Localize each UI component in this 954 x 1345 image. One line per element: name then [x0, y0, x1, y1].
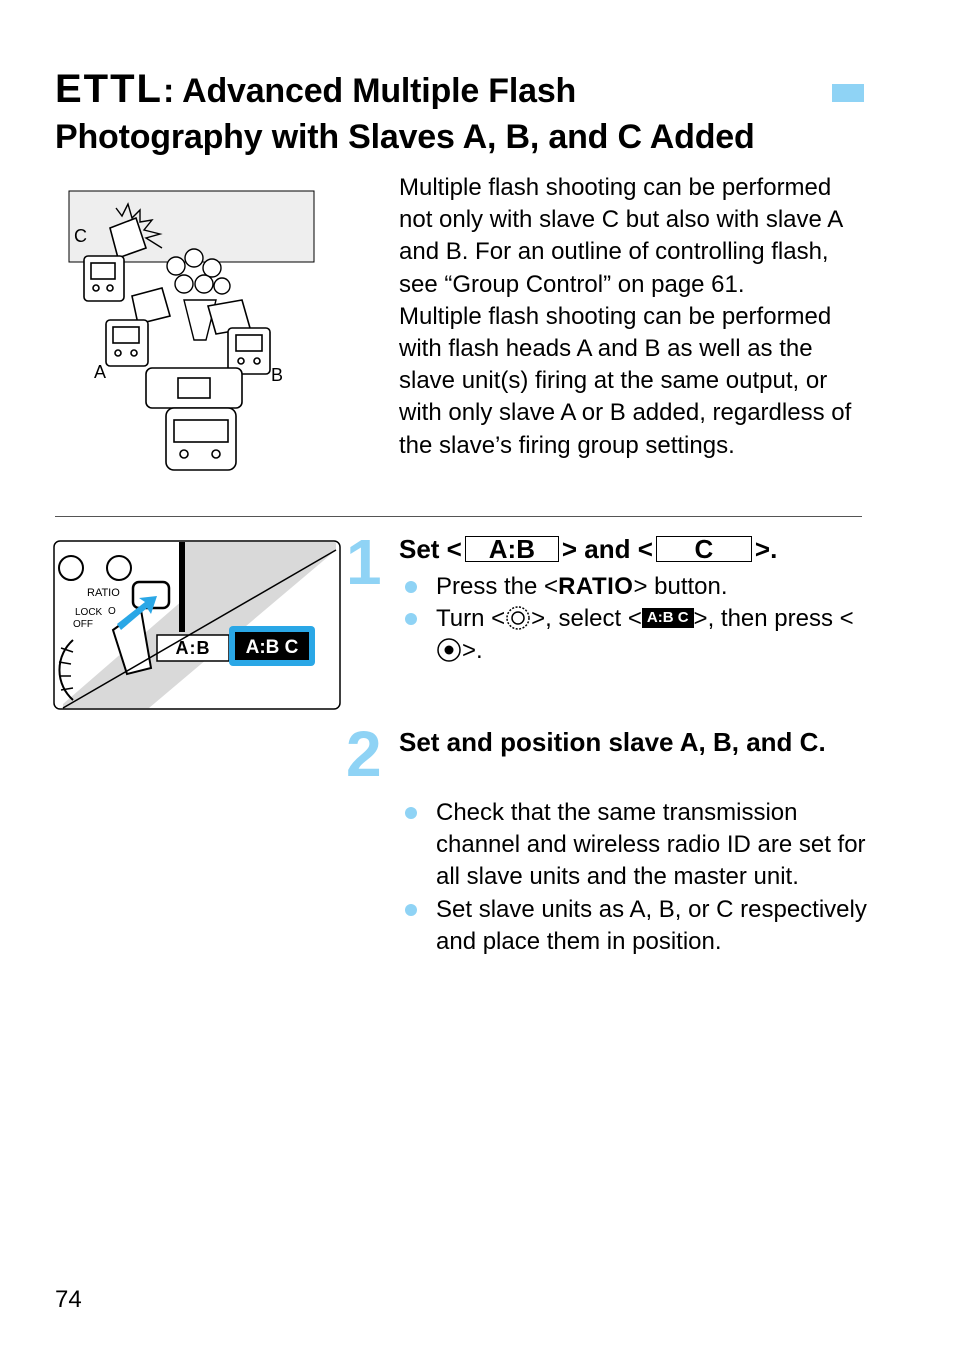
flash-arrangement-figure: [66, 188, 321, 478]
list-item: [399, 603, 869, 667]
section-divider: [55, 516, 862, 517]
flash-unit-b: [208, 300, 270, 374]
step-1-and-text: > and <: [561, 534, 653, 564]
bullet-text: >, then press <: [693, 605, 854, 633]
bullet-text: >.: [462, 637, 483, 665]
label-c: C: [74, 226, 87, 246]
section-tab-marker: [832, 84, 864, 102]
bullet-text: Press the <: [436, 573, 559, 600]
bullet-text: >, select <: [531, 605, 642, 633]
lock-label: LOCK: [75, 607, 103, 618]
label-b: B: [271, 365, 284, 385]
off-label: OFF: [73, 619, 93, 630]
step-2-heading: Set and position slave A, B, and C.: [399, 727, 826, 757]
button-2: [107, 556, 131, 580]
intro-text: [399, 172, 869, 462]
step-1-number: 1: [346, 526, 382, 598]
step-2-number: 2: [346, 718, 382, 790]
step-2-bullets: [399, 797, 869, 958]
step-1-end-text: >.: [754, 534, 778, 564]
c-box: C: [656, 536, 752, 562]
lcd-abc-text: A:B C: [245, 637, 299, 658]
intro-paragraph-2: Multiple flash shooting can be performed with flash heads A and B as well as the slave unit(s) firing at the same output, or with only slave A or B added, regardless of the slave’s firing group settings.: [399, 302, 852, 459]
lcd-ab-text: A:B: [175, 638, 211, 658]
bullet-text: > button.: [633, 573, 728, 600]
list-item: [399, 894, 869, 958]
intro-paragraph-1: Multiple flash shooting can be performed not only with slave C but also with slave A and B. For an outline of controlling flash, see “Group Control” on page 61.: [399, 174, 842, 298]
step-1-set-text: Set <: [399, 534, 462, 564]
ratio-button-label: RATIO: [558, 573, 634, 600]
master-camera: [146, 368, 242, 470]
page-number: 74: [55, 1286, 82, 1313]
page-title: [55, 66, 755, 160]
bullet-text: Turn <: [436, 605, 506, 633]
title-line2: Photography with Slaves A, B, and C Added: [55, 118, 755, 156]
abc-mode-icon: A:B C: [642, 608, 694, 628]
ratio-label: RATIO: [87, 587, 120, 599]
bullet-text: Check that the same transmission channel and wireless radio ID are set for all slave units and the master unit.: [436, 799, 866, 891]
dial-icon: [505, 605, 531, 631]
list-item: [399, 797, 869, 894]
list-item: [399, 571, 869, 603]
set-button-icon: [436, 637, 462, 663]
on-label: O: [108, 606, 116, 617]
step-1-bullets: [399, 571, 869, 668]
ab-box: A:B: [465, 536, 559, 562]
master-unit-detail-figure: [53, 540, 343, 712]
step-1-heading: [399, 531, 869, 567]
button-1: [59, 556, 83, 580]
label-a: A: [94, 362, 107, 382]
title-line1: : Advanced Multiple Flash: [162, 72, 577, 110]
ettl-mode-label: ETTL: [55, 67, 163, 111]
bullet-text: Set slave units as A, B, or C respectively and place them in position.: [436, 895, 867, 955]
